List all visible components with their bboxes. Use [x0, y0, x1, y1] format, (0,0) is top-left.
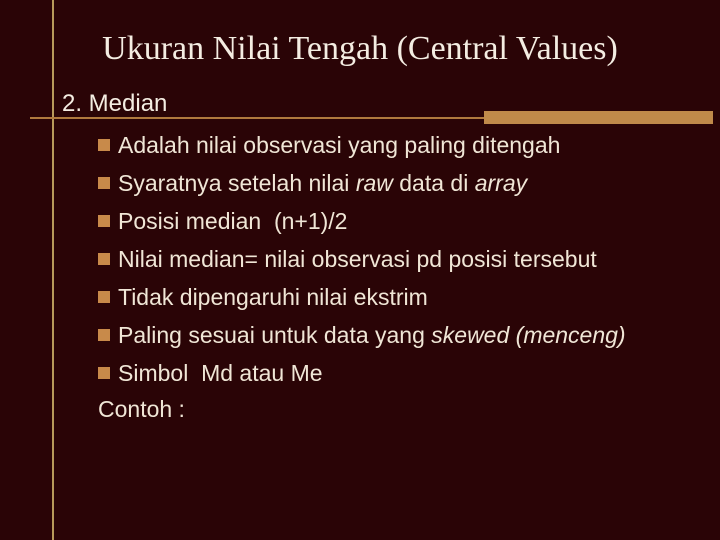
- square-bullet-icon: [98, 215, 110, 227]
- bullet-text: Nilai median= nilai observasi pd posisi tersebut: [118, 246, 597, 272]
- bullet-item: [98, 168, 626, 206]
- example-label: Contoh :: [98, 396, 185, 422]
- slide-frame-line: [52, 0, 54, 540]
- square-bullet-icon: [98, 329, 110, 341]
- bullet-item: [98, 244, 626, 282]
- bullet-list: [98, 130, 626, 396]
- square-bullet-icon: [98, 177, 110, 189]
- bullet-text: array: [474, 170, 528, 196]
- bullet-text: data di: [392, 170, 475, 196]
- square-bullet-icon: [98, 367, 110, 379]
- bullet-item: [98, 130, 626, 168]
- square-bullet-icon: [98, 291, 110, 303]
- section-heading: 2. Median: [62, 90, 168, 117]
- divider-accent-bar: [484, 111, 713, 124]
- bullet-text: Tidak dipengaruhi nilai ekstrim: [118, 284, 428, 310]
- bullet-item: [98, 206, 626, 244]
- bullet-item: [98, 282, 626, 320]
- bullet-text: Syaratnya setelah nilai: [118, 170, 356, 196]
- bullet-text: raw: [355, 170, 393, 196]
- bullet-item: [98, 358, 626, 396]
- square-bullet-icon: [98, 253, 110, 265]
- bullet-text: Simbol Md atau Me: [118, 360, 323, 386]
- bullet-item: [98, 320, 626, 358]
- slide-title: Ukuran Nilai Tengah (Central Values): [102, 30, 618, 67]
- bullet-text: skewed (menceng): [431, 322, 626, 348]
- square-bullet-icon: [98, 139, 110, 151]
- bullet-text: Posisi median (n+1)/2: [118, 208, 348, 234]
- bullet-text: Paling sesuai untuk data yang: [118, 322, 432, 348]
- bullet-text: Adalah nilai observasi yang paling ditengah: [118, 132, 561, 158]
